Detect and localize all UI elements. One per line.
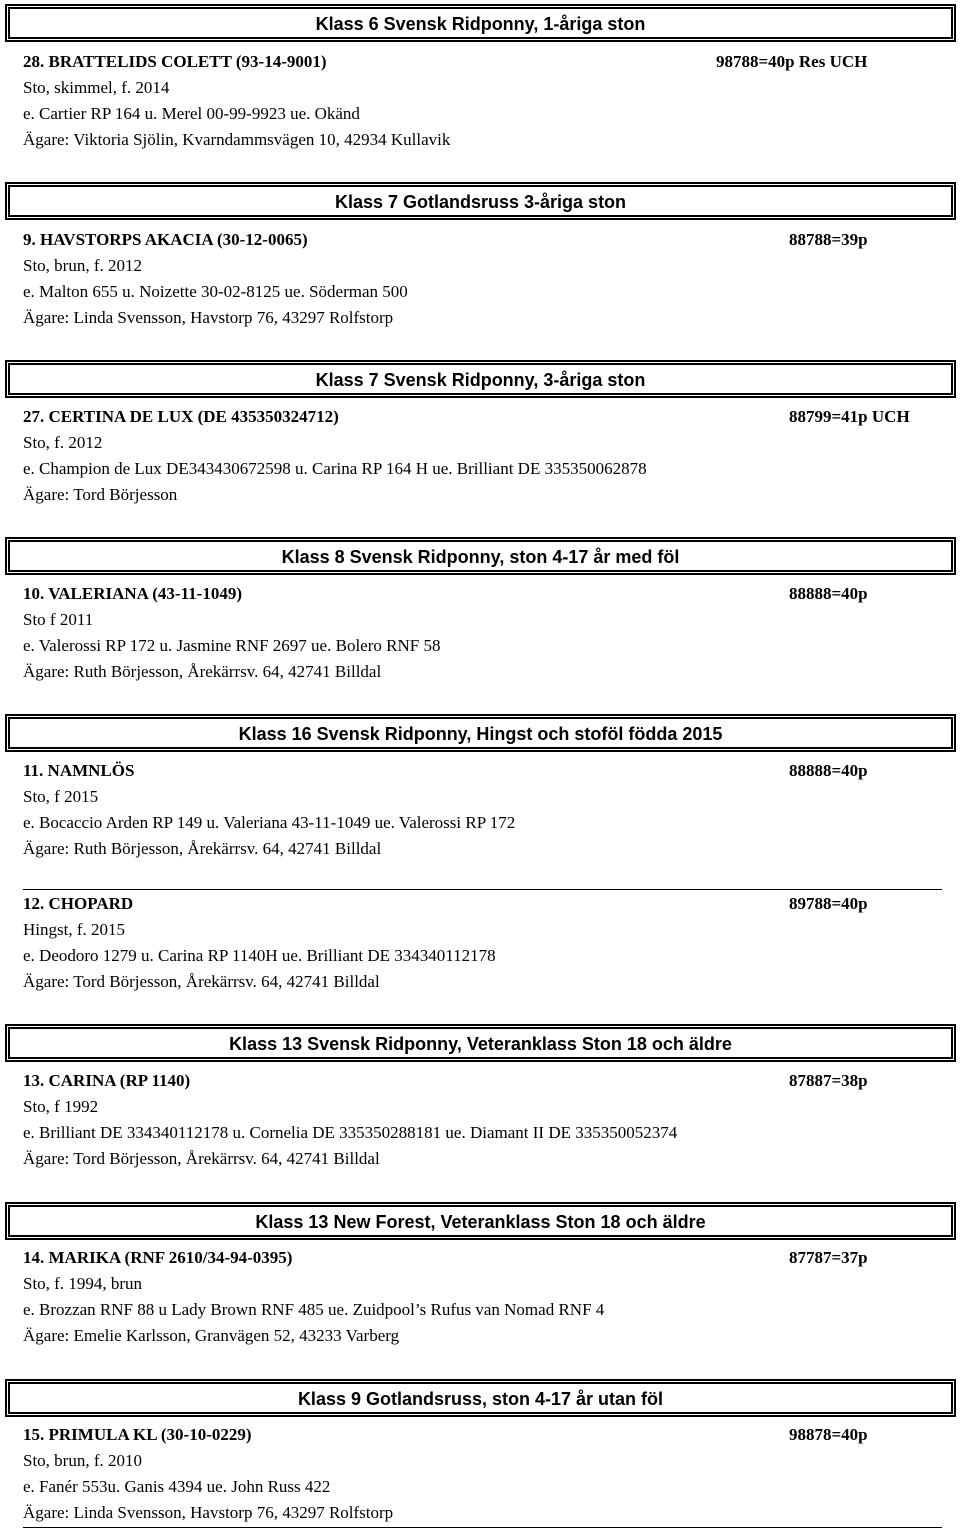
horse-score: 89788=40p	[789, 894, 868, 913]
klass-title: Klass 9 Gotlandsruss, ston 4-17 år utan föl	[297, 1389, 664, 1409]
klass-title: Klass 7 Gotlandsruss 3-åriga ston	[334, 192, 627, 212]
horse-info: Sto, skimmel, f. 2014	[23, 78, 170, 97]
entry-divider	[23, 889, 942, 890]
klass-header	[5, 1024, 956, 1062]
horse-owner: Ägare: Tord Börjesson, Årekärrsv. 64, 42741 Billdal	[23, 972, 380, 991]
horse-name: 14. MARIKA (RNF 2610/34-94-0395)	[23, 1248, 293, 1267]
horse-info: Hingst, f. 2015	[23, 920, 125, 939]
horse-owner: Ägare: Linda Svensson, Havstorp 76, 43297 Rolfstorp	[23, 308, 394, 327]
horse-owner: Ägare: Tord Börjesson	[23, 485, 178, 504]
horse-name: 15. PRIMULA KL (30-10-0229)	[23, 1425, 252, 1444]
horse-name: 13. CARINA (RP 1140)	[23, 1071, 191, 1090]
horse-pedigree: e. Brozzan RNF 88 u Lady Brown RNF 485 ue. Zuidpool’s Rufus van Nomad RNF 4	[23, 1300, 605, 1319]
horse-info: Sto, brun, f. 2010	[23, 1451, 142, 1470]
entry-divider	[23, 1527, 942, 1528]
klass-header	[5, 4, 956, 42]
klass-title: Klass 6 Svensk Ridponny, 1-åriga ston	[315, 14, 646, 34]
horse-score: 88799=41p UCH	[789, 407, 910, 426]
horse-score: 87787=37p	[789, 1248, 868, 1267]
horse-info: Sto, f 2015	[23, 787, 99, 806]
horse-name: 10. VALERIANA (43-11-1049)	[23, 584, 242, 603]
horse-pedigree: e. Bocaccio Arden RP 149 u. Valeriana 43-11-1049 ue. Valerossi RP 172	[23, 813, 516, 832]
horse-name: 9. HAVSTORPS AKACIA (30-12-0065)	[23, 230, 308, 249]
horse-owner: Ägare: Viktoria Sjölin, Kvarndammsvägen 10, 42934 Kullavik	[23, 130, 451, 149]
horse-name: 28. BRATTELIDS COLETT (93-14-9001)	[23, 52, 327, 71]
horse-info: Sto, f 1992	[23, 1097, 99, 1116]
horse-pedigree: e. Valerossi RP 172 u. Jasmine RNF 2697 ue. Bolero RNF 58	[23, 636, 441, 655]
horse-pedigree: e. Fanér 553u. Ganis 4394 ue. John Russ 422	[23, 1477, 331, 1496]
klass-title: Klass 13 New Forest, Veteranklass Ston 18 och äldre	[255, 1212, 706, 1232]
klass-header	[5, 1379, 956, 1417]
horse-owner: Ägare: Linda Svensson, Havstorp 76, 43297 Rolfstorp	[23, 1503, 394, 1522]
klass-header	[5, 182, 956, 220]
horse-info: Sto, f. 1994, brun	[23, 1274, 142, 1293]
klass-header	[5, 537, 956, 575]
horse-name: 27. CERTINA DE LUX (DE 435350324712)	[23, 407, 339, 426]
horse-owner: Ägare: Emelie Karlsson, Granvägen 52, 43233 Varberg	[23, 1326, 400, 1345]
horse-score: 88788=39p	[789, 230, 868, 249]
horse-pedigree: e. Champion de Lux DE343430672598 u. Carina RP 164 H ue. Brilliant DE 335350062878	[23, 459, 647, 478]
horse-score: 88888=40p	[789, 584, 868, 603]
klass-header	[5, 1202, 956, 1240]
horse-owner: Ägare: Tord Börjesson, Årekärrsv. 64, 42741 Billdal	[23, 1149, 380, 1168]
horse-pedigree: e. Deodoro 1279 u. Carina RP 1140H ue. Brilliant DE 334340112178	[23, 946, 496, 965]
klass-header	[5, 360, 956, 398]
horse-owner: Ägare: Ruth Börjesson, Årekärrsv. 64, 42741 Billdal	[23, 839, 382, 858]
horse-name: 12. CHOPARD	[23, 894, 134, 913]
horse-score: 98878=40p	[789, 1425, 868, 1444]
horse-score: 88888=40p	[789, 761, 868, 780]
horse-owner: Ägare: Ruth Börjesson, Årekärrsv. 64, 42741 Billdal	[23, 662, 382, 681]
horse-info: Sto f 2011	[23, 610, 94, 629]
klass-title: Klass 16 Svensk Ridponny, Hingst och stoföl födda 2015	[238, 724, 723, 744]
horse-pedigree: e. Malton 655 u. Noizette 30-02-8125 ue. Söderman 500	[23, 282, 408, 301]
klass-title: Klass 8 Svensk Ridponny, ston 4-17 år med föl	[281, 547, 680, 567]
horse-pedigree: e. Cartier RP 164 u. Merel 00-99-9923 ue. Okänd	[23, 104, 360, 123]
horse-score: 98788=40p Res UCH	[716, 52, 868, 71]
horse-info: Sto, brun, f. 2012	[23, 256, 142, 275]
horse-name: 11. NAMNLÖS	[23, 761, 135, 780]
klass-title: Klass 7 Svensk Ridponny, 3-åriga ston	[315, 370, 646, 390]
horse-info: Sto, f. 2012	[23, 433, 103, 452]
horse-pedigree: e. Brilliant DE 334340112178 u. Cornelia DE 335350288181 ue. Diamant II DE 335350052374	[23, 1123, 678, 1142]
horse-score: 87887=38p	[789, 1071, 868, 1090]
klass-header	[5, 714, 956, 752]
klass-title: Klass 13 Svensk Ridponny, Veteranklass Ston 18 och äldre	[229, 1034, 732, 1054]
